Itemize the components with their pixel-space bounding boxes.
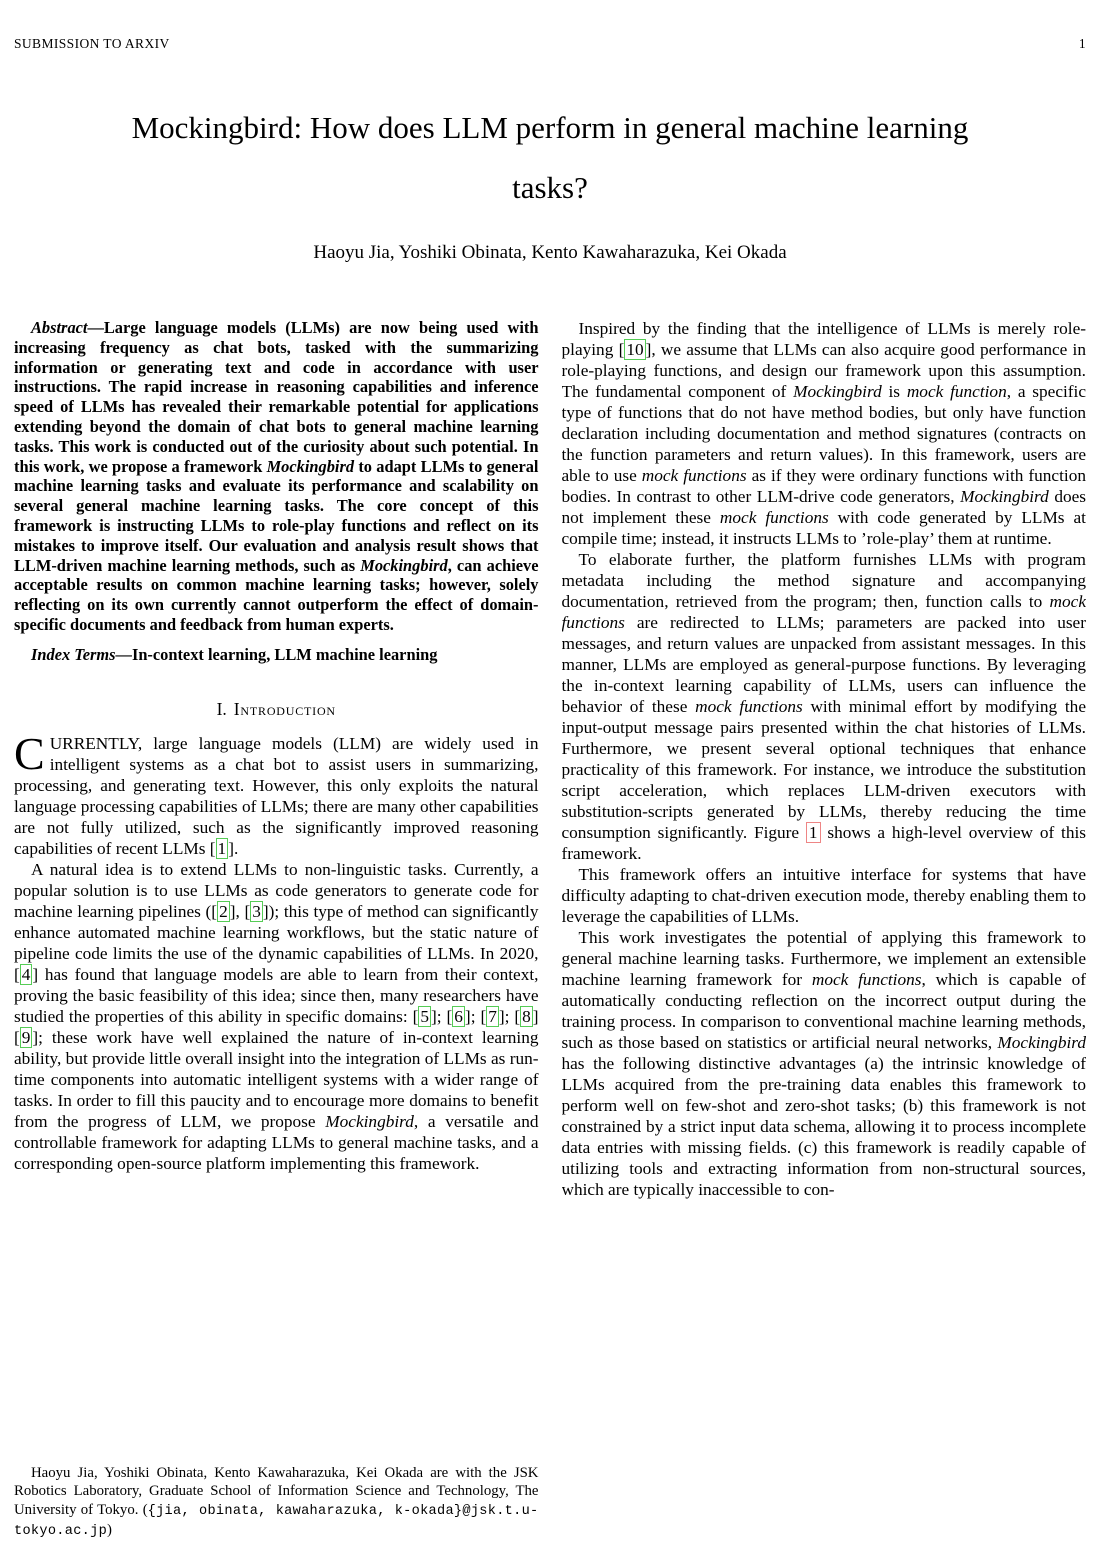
section-heading-text: Introduction xyxy=(233,698,336,719)
intro-paragraph-1: CURRENTLY, large language models (LLM) are widely used in intelligent systems as a chat bot to assist users in summarizing, processing, and generating text. However, this only exploits the natural language processing capabilities of LLMs; there are many other capabilities are not fully utilized, such as the significantly improved reasoning capabilities of recent LLMs [ 1 ]. xyxy=(14,727,539,858)
text-run: mock functions xyxy=(695,697,803,716)
text-run: , xyxy=(235,901,245,921)
text-run: mock functions xyxy=(641,466,747,485)
page-number: 1 xyxy=(1078,36,1086,51)
text-run: mock functions xyxy=(719,508,829,527)
text-run: mock function xyxy=(906,382,1007,401)
right-column xyxy=(562,318,1087,1541)
text-run: , a versatile and controllable framework for adapting LLMs to general machine tasks, and a corresponding open-source platform implementing this framework. xyxy=(14,1111,539,1173)
paper-title-line1: Mockingbird: How does LLM perform in general machine learning xyxy=(131,110,969,145)
citation-ref[interactable]: 5 xyxy=(420,1006,429,1026)
body-paragraph-1: Inspired by the finding that the intelligence of LLMs is merely role-playing [ 10 ], we assume that LLMs can also acquire good performance in role-playing functions, and design our framework upon this assumption. The fundamental component of Mockingbird is mock function, a specific type of functions that do not have method bodies, but only have function declaration including documentation and method signatures (contracts on the function parameters and return values). In this framework, users are able to use mock functions as if they were ordinary functions with function bodies. In contrast to other LLM-drive code generators, Mockingbird does not implement these mock functions with code generated by LLMs at compile time; instead, it instructs LLMs to ’role-play’ them at runtime. xyxy=(561,319,1086,548)
running-header-left: SUBMISSION TO ARXIV xyxy=(14,36,170,51)
text-run: with code generated by LLMs at compile time; instead, it instructs LLMs to ’role-play’ them at runtime. xyxy=(561,508,1086,548)
citation-ref[interactable]: 2 xyxy=(219,901,228,921)
text-run: —In-context learning, LLM machine learning xyxy=(115,644,438,664)
text-run: {jia, obinata, kawaharazuka, k-okada}@jsk.t.u-tokyo.ac.jp xyxy=(14,1503,539,1539)
text-run: to adapt LLMs to general machine learning tasks and evaluate its performance and scalability on several general machine learning tasks. The core concept of this framework is instructing LLMs to role-play functions and reflect on its mistakes to improve itself. Our evaluation and analysis result shows that LLM-driven machine learning methods, such as xyxy=(14,456,539,575)
left-column xyxy=(14,318,539,1541)
text-run: , a specific type of functions that do not have method bodies, but only have function declaration including documentation and method signatures (contracts on the function parameters and return values). In this framework, users are able to use xyxy=(561,382,1086,485)
text-run: A natural idea is to extend LLMs to non-linguistic tasks. Currently, a popular solution is to use LLMs as code generators to generate code for machine learning pipelines ( xyxy=(14,859,539,921)
text-run: is xyxy=(881,382,907,401)
drop-cap: C xyxy=(14,727,45,779)
text-run: Mockingbird xyxy=(997,1033,1086,1052)
author-footnote xyxy=(14,1464,539,1541)
section-heading: I. Introduction xyxy=(216,698,336,719)
text-run: ; these work have well explained the nature of in-context learning ability, but provide little overall insight into the integration of LLMs as run-time components into automatic intelligent systems with a wider range of tasks. In order to fill this paucity and to encourage more domains to benefit from the progress of LLM, we propose xyxy=(14,1027,539,1131)
text-run: , we assume that LLMs can also acquire good performance in role-playing functions, and design our framework upon this assumption. The fundamental component of xyxy=(561,340,1086,401)
paper-title xyxy=(14,98,1086,218)
text-run: URRENTLY, large language models (LLM) are widely used in intelligent systems as a chat bot to assist users in summarizing, processing, and generating text. However, this only exploits the natural language processing capabilities of LLMs; there are many other capabilities are not fully utilized, such as the significantly improved reasoning capabilities of recent LLMs xyxy=(14,733,539,858)
text-run: mock functions xyxy=(561,592,1086,632)
text-run: Mockingbird xyxy=(960,487,1049,506)
text-run: Mockingbird xyxy=(793,382,882,401)
text-run: Mockingbird xyxy=(266,456,355,476)
text-run: has the following distinctive advantages (a) the intrinsic knowledge of LLMs acquired from the pre-training data enables this framework to perform well on few-shot and zero-shot tasks; (b) this framework is not constrained by a strict input data schema, allowing it to process incomplete data entries with missing fields. (c) this framework is readily capable of utilizing tools and extracting information from non-structural sources, which are typically inaccessible to con- xyxy=(561,1054,1086,1199)
running-header xyxy=(14,36,1086,52)
citation-ref[interactable]: 10 xyxy=(626,340,644,359)
citation-ref[interactable]: 8 xyxy=(522,1006,531,1026)
text-run: This framework offers an intuitive interface for systems that have difficulty adapting to chat-driven execution mode, thereby enabling them to leverage the capabilities of LLMs. xyxy=(561,865,1086,926)
text-run: mock functions xyxy=(811,970,922,989)
text-run: This work investigates the potential of applying this framework to general machine learning tasks. Furthermore, we implement an extensible machine learning framework for xyxy=(561,928,1086,989)
text-run: —Large language models (LLMs) are now being used with increasing frequency as chat bots, tasked with the summarizing information or generating text and code in accordance with user instructions. The rapid increase in reasoning capabilities and inference speed of LLMs has revealed their remarkable potential for applications extending beyond the domain of chat bots to general machine learning tasks. This work is conducted out of the curiosity about such potential. In this work, we propose a framework xyxy=(14,318,539,476)
figure-ref[interactable]: 1 xyxy=(806,822,821,843)
text-run: Inspired by the finding that the intelligence of LLMs is merely role-playing xyxy=(561,319,1086,359)
citation-ref[interactable]: 1 xyxy=(217,838,227,858)
text-run: has found that language models are able to learn from their context, proving the basic feasibility of this idea; since then, many researchers have studied the properties of this ability in specific domains: xyxy=(14,964,539,1026)
paper-title-line2: tasks? xyxy=(512,170,588,205)
body-paragraph-3 xyxy=(562,864,1087,927)
text-run: Index Terms xyxy=(31,644,116,664)
citation-ref[interactable]: 4 xyxy=(21,964,31,984)
text-run: ; xyxy=(436,1006,447,1026)
text-run: ); this type of method can significantly enhance automated machine learning workflows, but the static nature of pipeline code limits the use of the dynamic capabilities of LLMs. In 2020, xyxy=(14,901,539,963)
abstract-paragraph xyxy=(14,318,539,635)
text-run: Mockingbird xyxy=(325,1111,414,1131)
text-run: with minimal effort by modifying the input-output message pairs presented within the chat histories of LLMs. Furthermore, we present several optional techniques that enhance practicality of this framework. For instance, we introduce the substitution script acceleration, which replaces LLM-driven executors with substitution-scripts generated by LLMs, thereby reducing the time consumption significantly. Figure xyxy=(561,697,1086,842)
citation-ref[interactable]: 7 xyxy=(488,1006,497,1026)
citation-ref[interactable]: 6 xyxy=(454,1006,463,1026)
body-paragraph-2 xyxy=(562,549,1087,864)
citation-ref[interactable]: 9 xyxy=(21,1027,31,1047)
text-run: , which is capable of automatically conducting reflection on the incorrect output during the training process. In comparison to conventional machine learning methods, such as those based on statistics or artificial neural networks, xyxy=(561,970,1086,1052)
text-run: ; xyxy=(504,1006,515,1026)
text-run: does not implement these xyxy=(561,487,1086,527)
index-terms xyxy=(14,645,539,665)
authors-line: Haoyu Jia, Yoshiki Obinata, Kento Kawaharazuka, Kei Okada xyxy=(313,242,787,263)
text-run: , can achieve acceptable results on common machine learning tasks; however, solely reflecting on its own currently cannot outperform the effect of domain-specific documents and feedback from human experts. xyxy=(14,555,539,634)
text-run: ) xyxy=(107,1521,112,1538)
text-run: Abstract xyxy=(31,318,88,337)
text-run: To elaborate further, the platform furnishes LLMs with program metadata including the method signature and accompanying documentation, retrieved from the program; then, function calls to xyxy=(561,550,1086,611)
text-run: Haoyu Jia, Yoshiki Obinata, Kento Kawaharazuka, Kei Okada are with the JSK Robotics Laboratory, Graduate School of Information Science and Technology, The University of Tokyo. ( xyxy=(14,1465,539,1518)
text-run: shows a high-level overview of this framework. xyxy=(561,823,1086,863)
text-run: as if they were ordinary functions with function bodies. In contrast to other LLM-drive code generators, xyxy=(561,466,1086,506)
two-column-body xyxy=(14,318,1086,1541)
intro-paragraph-2: A natural idea is to extend LLMs to non-linguistic tasks. Currently, a popular solution is to use LLMs as code generators to generate code for machine learning pipelines ([ 2 ], [ 3 ]); this type of method can significantly enhance automated machine learning workflows, but the static nature of pipeline code limits the use of the dynamic capabilities of LLMs. In 2020, [ 4 ] has found that language models are able to learn from their context, proving the basic feasibility of this idea; since then, many researchers have studied the properties of this ability in specific domains: [ 5 ]; [ 6 ]; [ 7 ]; [ 8 ] [ 9 ]; these work have well explained the nature of in-context learning ability, but provide little overall insight into the integration of LLMs as run-time components into automatic intelligent systems with a wider range of tasks. In order to fill this paucity and to encourage more domains to benefit from the progress of LLM, we propose Mockingbird, a versatile and controllable framework for adapting LLMs to general machine tasks, and a corresponding open-source platform implementing this framework. xyxy=(14,859,539,1173)
text-run: are redirected to LLMs; parameters are packed into user messages, and return values are unpacked from assistant messages. In this manner, LLMs are employed as general-purpose functions. By leveraging the in-context learning capability of LLMs, users can influence the behavior of these xyxy=(561,613,1086,716)
body-paragraph-4 xyxy=(562,927,1087,1200)
text-run: ; xyxy=(470,1006,481,1026)
text-run: . xyxy=(233,838,239,858)
citation-ref[interactable]: 3 xyxy=(252,901,261,921)
text-run: Mockingbird xyxy=(360,555,448,575)
